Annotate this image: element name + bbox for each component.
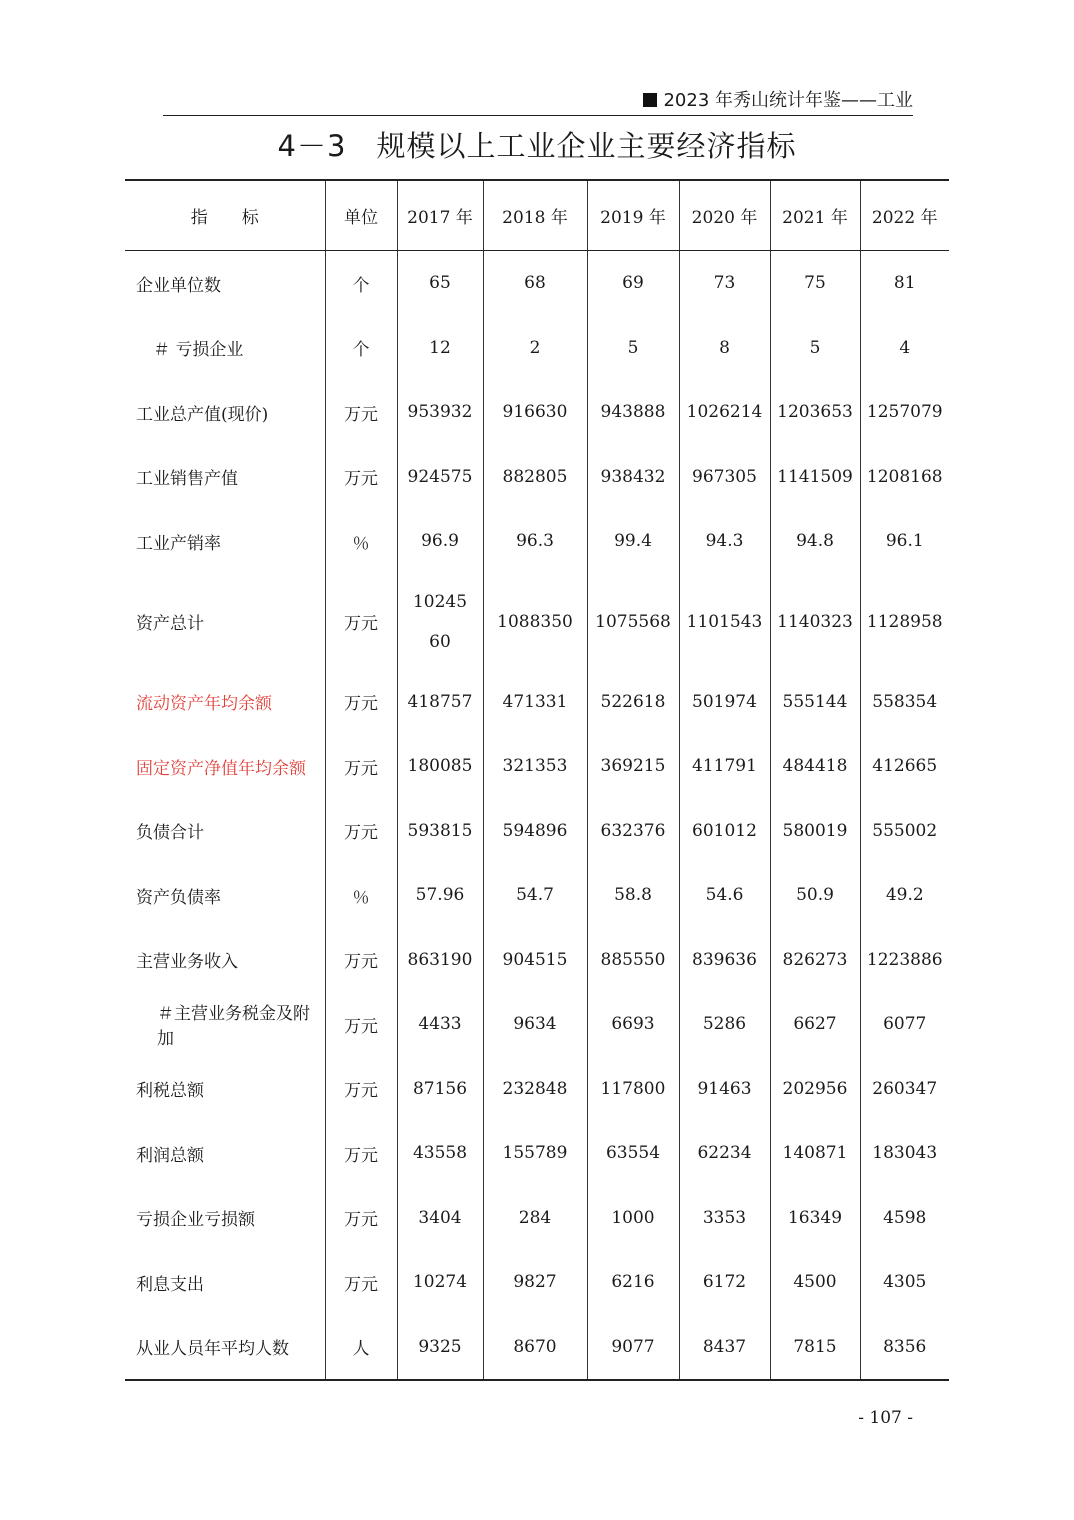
unit-cell: 万元 [325,445,397,510]
value-cell: 5286 [679,992,770,1057]
indicator-cell: 利税总额 [125,1057,325,1122]
unit-cell: 人 [325,1315,397,1381]
value-cell: 65 [397,251,483,316]
value-cell: 49.2 [885,885,924,906]
value-cell: 57.96 [397,863,483,928]
table-row [125,928,949,993]
value-cell: 54.7 [483,863,587,928]
column-header-2019: 2019 年 [587,180,679,251]
column-header-unit: 单位 [325,180,397,251]
value-cell: 87156 [397,1057,483,1122]
value-cell: 117800 [587,1057,679,1122]
table-row [125,445,949,510]
value-cell: 412665 [872,756,938,777]
table-row [125,316,949,381]
indicator-cell: 流动资产年均余额 [125,670,325,735]
value-cell: 555002 [872,820,938,841]
value-cell: 1203653 [770,380,860,445]
value-cell: 4305 [883,1272,927,1293]
indicator-cell: 主营业务收入 [125,928,325,993]
value-cell: 8 [679,316,770,381]
indicator-cell: ＃主营业务税金及附加 [125,992,325,1057]
unit-cell: 万元 [325,1186,397,1251]
value-cell: 58.8 [587,863,679,928]
value-cell: 2 [483,316,587,381]
value-cell: 6627 [770,992,860,1057]
header-rule [163,115,913,116]
value-cell: 1101543 [679,574,770,670]
value-cell: 594896 [483,799,587,864]
indicator-cell: 企业单位数 [125,251,325,316]
value-cell: 632376 [587,799,679,864]
value-cell: 180085 [397,734,483,799]
value-cell: 94.8 [770,509,860,574]
unit-cell: 个 [325,251,397,316]
value-cell: 183043 [872,1143,938,1164]
value-cell: 96.9 [397,509,483,574]
value-cell: 140871 [770,1121,860,1186]
unit-cell: 万元 [325,1121,397,1186]
table-row [125,1121,949,1186]
value-cell: 9325 [397,1315,483,1381]
value-cell: 9827 [483,1250,587,1315]
table-row [125,992,949,1057]
value-cell: 1088350 [483,574,587,670]
table-row [125,734,949,799]
value-cell: 260347 [872,1078,938,1099]
column-header-2017: 2017 年 [397,180,483,251]
value-cell: 1223886 [866,949,943,970]
value-cell: 99.4 [587,509,679,574]
table-row [125,670,949,735]
value-cell: 9077 [587,1315,679,1381]
value-cell: 6693 [587,992,679,1057]
value-cell: 8356 [860,1315,949,1381]
value-cell: 882805 [483,445,587,510]
value-cell: 4433 [397,992,483,1057]
value-cell: 4500 [770,1250,860,1315]
value-cell: 8670 [483,1315,587,1381]
table-row [125,863,949,928]
unit-cell: ％ [325,863,397,928]
value-cell: 4598 [883,1207,927,1228]
column-header-indicator: 指 标 [125,180,325,251]
value-cell: 885550 [587,928,679,993]
value-cell: 953932 [397,380,483,445]
table-row [125,380,949,445]
header-row [125,180,949,251]
value-cell: 411791 [679,734,770,799]
indicator-cell: 利润总额 [125,1121,325,1186]
value-cell: 81 [893,273,916,294]
value-cell: 1128958 [866,611,943,632]
indicator-table [125,179,949,1381]
indicator-cell: 从业人员年平均人数 [125,1315,325,1381]
value-cell: 471331 [483,670,587,735]
value-cell: 555144 [770,670,860,735]
value-cell: 580019 [770,799,860,864]
value-cell: 1000 [587,1186,679,1251]
running-header [163,88,913,114]
value-cell: 5 [770,316,860,381]
value-cell: 601012 [679,799,770,864]
indicator-cell: 工业总产值(现价) [125,380,325,445]
value-cell: 6216 [587,1250,679,1315]
value-cell: 369215 [587,734,679,799]
value-cell: 4 [899,337,911,358]
table-row [125,1057,949,1122]
indicator-cell: 工业销售产值 [125,445,325,510]
value-cell: 75 [770,251,860,316]
indicator-cell: 固定资产净值年均余额 [125,734,325,799]
unit-cell: 万元 [325,380,397,445]
value-cell: 50.9 [770,863,860,928]
value-cell: 943888 [587,380,679,445]
value-cell: 54.6 [679,863,770,928]
table-row [125,1186,949,1251]
table-row [125,574,949,670]
column-header-2020: 2020 年 [679,180,770,251]
unit-cell: 万元 [325,574,397,670]
value-cell: 522618 [587,670,679,735]
value-cell: 62234 [679,1121,770,1186]
value-cell: 94.3 [679,509,770,574]
value-cell: 232848 [483,1057,587,1122]
table-title: 4－3 规模以上工业企业主要经济指标 [277,129,797,163]
value-cell: 96.3 [483,509,587,574]
value-cell: 69 [587,251,679,316]
value-cell: 6077 [883,1014,927,1035]
unit-cell: ％ [325,509,397,574]
value-cell: 7815 [770,1315,860,1381]
unit-cell: 万元 [325,928,397,993]
value-cell: 68 [483,251,587,316]
indicator-cell: ＃ 亏损企业 [125,316,325,381]
value-cell: 501974 [679,670,770,735]
indicator-cell: 资产负债率 [125,863,325,928]
value-cell: 321353 [483,734,587,799]
table-row [125,799,949,864]
value-cell: 96.1 [885,531,924,552]
value-cell: 1257079 [866,402,943,423]
unit-cell: 万元 [325,670,397,735]
unit-cell: 个 [325,316,397,381]
value-cell: 1140323 [770,574,860,670]
unit-cell: 万元 [325,799,397,864]
value-cell: 8437 [679,1315,770,1381]
value-cell: 43558 [397,1121,483,1186]
table-row [125,509,949,574]
table-row [125,1315,949,1381]
value-cell: 1208168 [866,466,943,487]
value-cell: 202956 [770,1057,860,1122]
value-cell: 284 [483,1186,587,1251]
unit-cell: 万元 [325,1250,397,1315]
indicator-cell: 负债合计 [125,799,325,864]
indicator-cell: 工业产销率 [125,509,325,574]
value-cell: 924575 [397,445,483,510]
value-cell: 967305 [679,445,770,510]
column-header-2022: 2022 年 [860,180,949,251]
running-header-text: 2023 年秀山统计年鉴——工业 [663,90,913,111]
unit-cell: 万元 [325,1057,397,1122]
table-row [125,1250,949,1315]
value-cell [397,574,483,670]
value-cell: 1026214 [679,380,770,445]
value-cell: 916630 [483,380,587,445]
value-cell: 10274 [397,1250,483,1315]
value-cell: 826273 [770,928,860,993]
value-cell: 418757 [397,670,483,735]
value-cell: 558354 [872,691,938,712]
value-cell: 6172 [679,1250,770,1315]
value-cell: 16349 [770,1186,860,1251]
value-cell: 63554 [587,1121,679,1186]
page-number: - 107 - [858,1408,913,1428]
value-cell: 3404 [397,1186,483,1251]
indicator-cell: 利息支出 [125,1250,325,1315]
value-cell: 938432 [587,445,679,510]
value-cell: 155789 [483,1121,587,1186]
value-cell: 593815 [397,799,483,864]
column-header-2018: 2018 年 [483,180,587,251]
value-cell: 9634 [483,992,587,1057]
value-cell: 91463 [679,1057,770,1122]
value-cell: 863190 [397,928,483,993]
table-row [125,251,949,316]
column-header-2021: 2021 年 [770,180,860,251]
value-cell: 1075568 [587,574,679,670]
indicator-cell: 亏损企业亏损额 [125,1186,325,1251]
value-cell: 484418 [770,734,860,799]
wrapped-value: 1024560 [412,591,468,652]
unit-cell: 万元 [325,734,397,799]
value-cell: 1141509 [770,445,860,510]
value-cell: 839636 [679,928,770,993]
value-cell: 904515 [483,928,587,993]
value-cell: 73 [679,251,770,316]
value-cell: 3353 [679,1186,770,1251]
value-cell: 5 [587,316,679,381]
value-cell: 12 [397,316,483,381]
square-bullet-icon [643,93,657,107]
indicator-cell: 资产总计 [125,574,325,670]
unit-cell: 万元 [325,992,397,1057]
